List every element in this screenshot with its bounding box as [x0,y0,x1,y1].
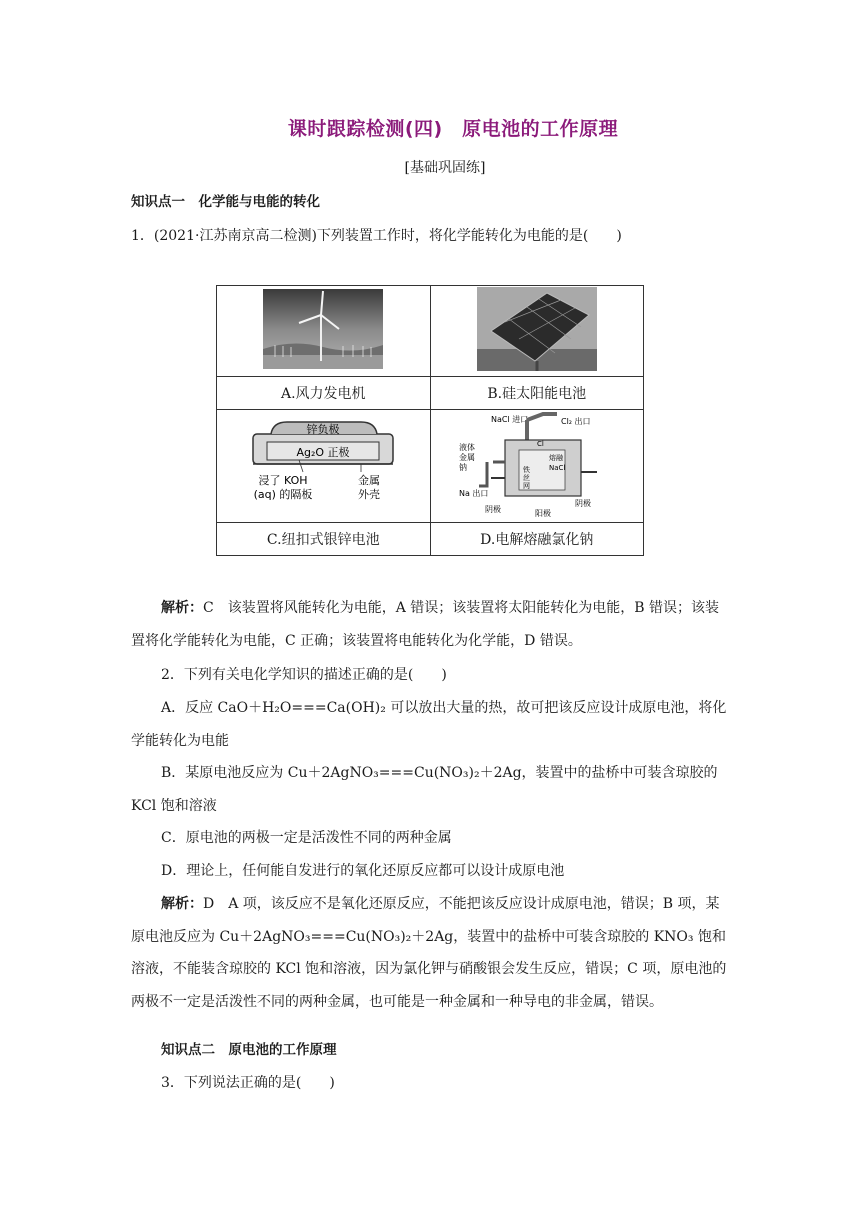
question-2-option-c: C．原电池的两极一定是活泼性不同的两种金属 [161,830,452,846]
wind-turbine-image [263,289,383,369]
diagram-d-cathode2: 阴极 [574,499,591,508]
electrolysis-cell-diagram [457,410,617,518]
option-b-label: B.硅太阳能电池 [430,377,644,410]
diagram-d-liquid1: 液体 [458,443,475,452]
page-title: 课时跟踪检测(四) 原电池的工作原理 [287,118,619,140]
question-3: 3．下列说法正确的是( ) [161,1075,335,1091]
diagram-d-molten2: NaCl [548,464,566,472]
diagram-c-right1: 金属 [358,474,381,487]
option-d-label: D.电解熔融氯化钠 [430,523,644,556]
diagram-d-anode: 阳极 [534,509,551,518]
section-heading-1: 知识点一 化学能与电能的转化 [131,194,320,210]
question-2: 2．下列有关电化学知识的描述正确的是( ) [161,667,447,683]
diagram-d-nacl-in: NaCl 进口 [490,415,528,424]
diagram-d-cl: Cl [536,440,544,448]
diagram-d-iron2: 丝 [522,474,530,482]
diagram-d-cl2-out: Cl₂ 出口 [560,417,591,426]
button-battery-diagram [243,412,403,516]
question-2-option-b: B．某原电池反应为 Cu＋2AgNO₃===Cu(NO₃)₂＋2Ag，装置中的盐桥中可装含琼胶的 KCl 饱和溶液 [131,765,718,814]
diagram-c-left1: 浸了 KOH [258,474,308,487]
diagram-c-mid-label: Ag₂O 正极 [296,446,350,459]
options-table [216,285,644,556]
diagram-c-right2: 外壳 [358,488,381,501]
answer-2-text: D A 项，该反应不是氧化还原反应，不能把该反应设计成原电池，错误；B 项，某原电池反应为 Cu＋2AgNO₃===Cu(NO₃)₂＋2Ag，装置中的盐桥中可装含琼胶的 KNO₃ 饱和溶液，不能装含琼胶的 KCl 饱和溶液，因为氯化钾与硝酸银会发生反应，错误；C 项，原电池的两极不一定是活泼性不同的两种金属，也可能是一种金属和一种导电的非金属，错误。 [131,896,727,1010]
diagram-d-liquid2: 金属 [458,453,475,462]
option-d-diagram-cell [430,410,644,523]
diagram-d-molten1: 熔融 [548,454,563,462]
answer-1-text: C 该装置将风能转化为电能，A 错误；该装置将太阳能转化为电能，B 错误；该装置将化学能转化为电能，C 正确；该装置将电能转化为化学能，D 错误。 [131,600,720,649]
option-c-label: C.纽扣式银锌电池 [217,523,431,556]
question-1: 1．(2021·江苏南京高二检测)下列装置工作时，将化学能转化为电能的是( ) [131,228,622,244]
answer-2-label: 解析： [161,896,203,912]
option-c-diagram-cell [217,410,431,523]
question-2-option-d: D．理论上，任何能自发进行的氧化还原反应都可以设计成原电池 [161,863,565,879]
section-heading-2: 知识点二 原电池的工作原理 [161,1042,337,1058]
question-2-option-a: A．反应 CaO＋H₂O===Ca(OH)₂ 可以放出大量的热，故可把该反应设计成原电池，将化学能转化为电能 [131,700,727,749]
solar-panel-image [477,287,597,371]
diagram-d-cathode1: 阴极 [484,505,501,514]
answer-1-label: 解析： [161,600,203,616]
option-a-image-cell [217,286,431,377]
option-b-image-cell [430,286,644,377]
answer-2 [131,888,731,1018]
option-a-label: A.风力发电机 [217,377,431,410]
diagram-d-iron1: 铁 [522,466,530,474]
diagram-c-left2: (aq) 的隔板 [253,488,313,501]
section-subtitle: [基础巩固练] [404,160,486,176]
diagram-c-top-label: 锌负极 [306,423,340,436]
diagram-d-iron3: 网 [522,482,530,490]
diagram-d-na-out: Na 出口 [458,489,489,498]
diagram-d-liquid3: 钠 [458,463,467,472]
answer-1 [131,592,731,657]
